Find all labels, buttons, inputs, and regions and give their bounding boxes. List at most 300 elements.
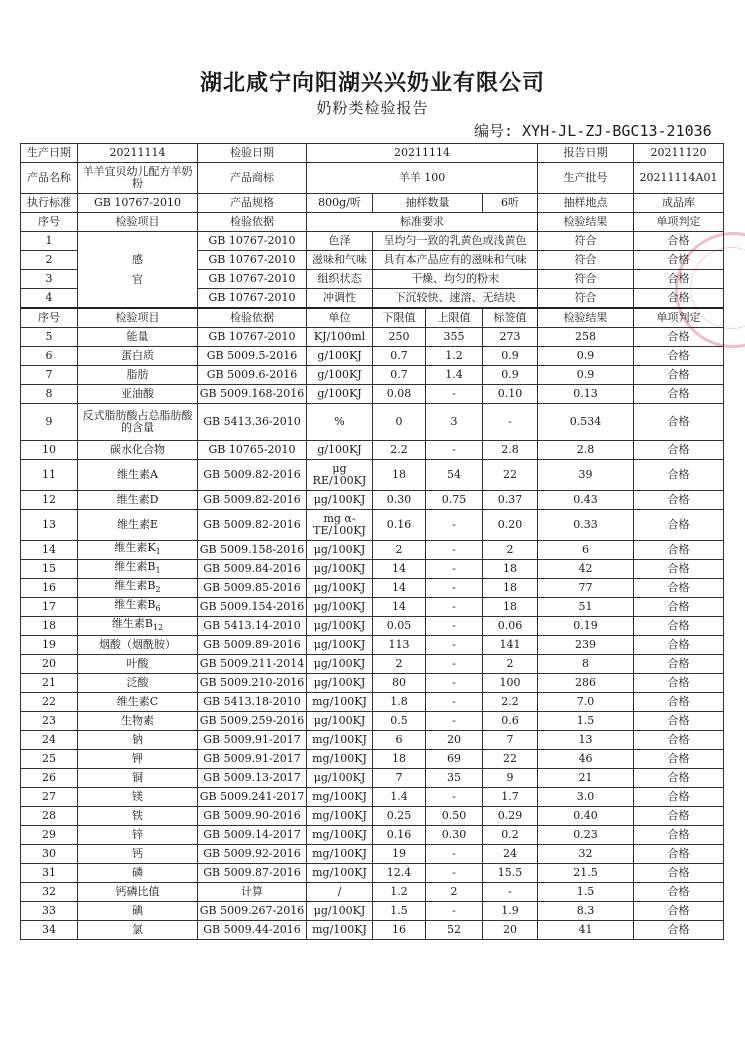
row-number: 21 — [21, 674, 78, 693]
verdict: 合格 — [634, 232, 724, 251]
test-basis: GB 5009.84-2016 — [198, 560, 307, 579]
unit: μg/100KJ — [307, 712, 373, 731]
nutrient-row — [21, 731, 724, 750]
label-value: 2 — [483, 655, 538, 674]
label-value: 18 — [483, 579, 538, 598]
test-item — [78, 560, 198, 579]
batch: 20211114A01 — [634, 163, 724, 194]
lower-limit: 0.08 — [373, 385, 426, 404]
test-result: 符合 — [538, 289, 634, 309]
row-number: 17 — [21, 598, 78, 617]
test-item — [78, 693, 198, 712]
lower-limit: 14 — [373, 560, 426, 579]
row-number: 25 — [21, 750, 78, 769]
inspection-date-label: 检验日期 — [198, 144, 307, 163]
upper-limit: - — [426, 693, 483, 712]
unit: μg/100KJ — [307, 491, 373, 510]
verdict: 合格 — [634, 598, 724, 617]
test-result: 41 — [538, 921, 634, 940]
test-item — [78, 347, 198, 366]
lower-limit: 2 — [373, 541, 426, 560]
nutrient-row — [21, 769, 724, 788]
test-result: 42 — [538, 560, 634, 579]
lower-limit: 0.30 — [373, 491, 426, 510]
requirement: 具有本产品应有的滋味和气味 — [373, 251, 538, 270]
verdict: 合格 — [634, 826, 724, 845]
test-result: 46 — [538, 750, 634, 769]
verdict: 合格 — [634, 560, 724, 579]
test-item-name: 钠 — [132, 733, 143, 746]
verdict: 合格 — [634, 251, 724, 270]
verdict: 合格 — [634, 541, 724, 560]
row-number: 1 — [21, 232, 78, 251]
row-number: 5 — [21, 328, 78, 347]
label-value: 0.20 — [483, 510, 538, 541]
verdict: 合格 — [634, 750, 724, 769]
test-item-name: 镁 — [132, 790, 143, 803]
test-item-name: 蛋白质 — [121, 349, 154, 362]
test-basis: GB 5009.6-2016 — [198, 366, 307, 385]
sensory-group-label — [78, 232, 198, 309]
verdict: 合格 — [634, 769, 724, 788]
nutrient-row — [21, 883, 724, 902]
test-item-name: 维生素K — [114, 540, 156, 554]
row-number: 3 — [21, 270, 78, 289]
unit: g/100KJ — [307, 441, 373, 460]
test-result: 0.40 — [538, 807, 634, 826]
test-item — [78, 883, 198, 902]
col-header-no: 序号 — [21, 213, 78, 232]
nutrient-row — [21, 807, 724, 826]
col-header-high: 上限值 — [426, 308, 483, 328]
nutrient-row — [21, 655, 724, 674]
unit: g/100KJ — [307, 385, 373, 404]
report-number: 编号: XYH-JL-ZJ-BGC13-21036 — [474, 122, 712, 140]
unit: / — [307, 883, 373, 902]
test-basis: GB 10767-2010 — [198, 289, 307, 309]
test-item-name: 碘 — [132, 904, 143, 917]
test-result: 13 — [538, 731, 634, 750]
label-value: 0.37 — [483, 491, 538, 510]
standard-label: 执行标准 — [21, 194, 78, 213]
test-result: 21.5 — [538, 864, 634, 883]
lower-limit: 0.25 — [373, 807, 426, 826]
spec: 800g/听 — [307, 194, 373, 213]
test-item-name: 能量 — [126, 330, 149, 343]
test-basis: GB 5009.87-2016 — [198, 864, 307, 883]
unit: mg/100KJ — [307, 864, 373, 883]
verdict: 合格 — [634, 845, 724, 864]
test-item — [78, 491, 198, 510]
row-number: 14 — [21, 541, 78, 560]
lower-limit: 14 — [373, 598, 426, 617]
spec-label: 产品规格 — [198, 194, 307, 213]
label-value: 0.9 — [483, 347, 538, 366]
col-header-verdict: 单项判定 — [634, 213, 724, 232]
nutrient-row — [21, 441, 724, 460]
nutrient-row — [21, 385, 724, 404]
row-number: 8 — [21, 385, 78, 404]
verdict: 合格 — [634, 902, 724, 921]
production-date: 20211114 — [78, 144, 198, 163]
test-basis: GB 5009.267-2016 — [198, 902, 307, 921]
label-value: 9 — [483, 769, 538, 788]
upper-limit: - — [426, 541, 483, 560]
upper-limit: - — [426, 712, 483, 731]
test-result: 6 — [538, 541, 634, 560]
upper-limit: - — [426, 385, 483, 404]
label-value: 0.29 — [483, 807, 538, 826]
test-basis: GB 10767-2010 — [198, 251, 307, 270]
brand-label: 产品商标 — [198, 163, 307, 194]
sensory-header-row — [21, 213, 724, 232]
nutrient-row — [21, 845, 724, 864]
nutrient-row — [21, 826, 724, 845]
test-item — [78, 807, 198, 826]
test-item-name: 磷 — [132, 866, 143, 879]
production-date-label: 生产日期 — [21, 144, 78, 163]
test-item-subscript: 12 — [152, 623, 164, 633]
test-item-name: 维生素B — [111, 616, 153, 630]
lower-limit: 1.8 — [373, 693, 426, 712]
upper-limit: 2 — [426, 883, 483, 902]
test-item — [78, 598, 198, 617]
report-type: 奶粉类检验报告 — [316, 99, 429, 117]
upper-limit: - — [426, 441, 483, 460]
col-header-label: 标签值 — [483, 308, 538, 328]
test-basis: 计算 — [198, 883, 307, 902]
row-number: 7 — [21, 366, 78, 385]
lower-limit: 16 — [373, 921, 426, 940]
test-result: 8.3 — [538, 902, 634, 921]
test-basis: GB 10765-2010 — [198, 441, 307, 460]
nutrient-row — [21, 491, 724, 510]
product-name-label: 产品名称 — [21, 163, 78, 194]
label-value: 0.6 — [483, 712, 538, 731]
test-basis: GB 5009.89-2016 — [198, 636, 307, 655]
verdict: 合格 — [634, 385, 724, 404]
row-number: 22 — [21, 693, 78, 712]
test-item-name: 碳水化合物 — [110, 443, 165, 456]
test-result: 1.5 — [538, 712, 634, 731]
info-row-1 — [21, 144, 724, 163]
requirement: 下沉较快、速溶、无结块 — [373, 289, 538, 309]
lower-limit: 113 — [373, 636, 426, 655]
col-header-basis: 检验依据 — [198, 308, 307, 328]
test-basis: GB 5413.36-2010 — [198, 404, 307, 441]
test-item-name: 生物素 — [121, 714, 154, 727]
label-value: 2 — [483, 541, 538, 560]
sensory-item: 冲调性 — [307, 289, 373, 309]
test-basis: GB 5009.211-2014 — [198, 655, 307, 674]
unit: μg/100KJ — [307, 617, 373, 636]
sensory-row — [21, 232, 724, 251]
label-value: 15.5 — [483, 864, 538, 883]
unit: μg/100KJ — [307, 598, 373, 617]
test-item-name: 维生素E — [116, 518, 159, 531]
unit: mg/100KJ — [307, 750, 373, 769]
test-basis: GB 5009.14-2017 — [198, 826, 307, 845]
verdict: 合格 — [634, 788, 724, 807]
col-header-item: 检验项目 — [78, 213, 198, 232]
sample-place: 成品库 — [634, 194, 724, 213]
test-basis: GB 5009.91-2017 — [198, 731, 307, 750]
test-basis: GB 5009.44-2016 — [198, 921, 307, 940]
test-basis: GB 5413.18-2010 — [198, 693, 307, 712]
test-basis: GB 10767-2010 — [198, 328, 307, 347]
label-value: 18 — [483, 598, 538, 617]
label-value: 0.06 — [483, 617, 538, 636]
verdict: 合格 — [634, 693, 724, 712]
label-value: 100 — [483, 674, 538, 693]
test-item-name: 维生素A — [117, 468, 158, 481]
label-value: 1.9 — [483, 902, 538, 921]
lower-limit: 0.05 — [373, 617, 426, 636]
test-item-name: 反式脂肪酸占总脂肪酸的含量 — [82, 409, 193, 434]
test-result: 2.8 — [538, 441, 634, 460]
label-value: 24 — [483, 845, 538, 864]
row-number: 27 — [21, 788, 78, 807]
upper-limit: - — [426, 655, 483, 674]
col-header-result: 检验结果 — [538, 213, 634, 232]
label-value: 20 — [483, 921, 538, 940]
lower-limit: 0.7 — [373, 366, 426, 385]
row-number: 30 — [21, 845, 78, 864]
upper-limit: - — [426, 617, 483, 636]
row-number: 19 — [21, 636, 78, 655]
company-title: 湖北咸宁向阳湖兴兴奶业有限公司 — [199, 70, 545, 96]
row-number: 2 — [21, 251, 78, 270]
label-value: 2.2 — [483, 693, 538, 712]
test-item-name: 维生素B — [114, 559, 156, 573]
upper-limit: 1.2 — [426, 347, 483, 366]
test-item-name: 叶酸 — [126, 657, 149, 670]
test-item-name: 钙 — [132, 847, 143, 860]
report-date-label: 报告日期 — [538, 144, 634, 163]
brand: 羊羊 100 — [307, 163, 538, 194]
lower-limit: 14 — [373, 579, 426, 598]
test-basis: GB 5009.210-2016 — [198, 674, 307, 693]
test-result: 0.9 — [538, 366, 634, 385]
test-result: 32 — [538, 845, 634, 864]
lower-limit: 2 — [373, 655, 426, 674]
upper-limit: 52 — [426, 921, 483, 940]
upper-limit: 1.4 — [426, 366, 483, 385]
upper-limit: - — [426, 845, 483, 864]
unit: g/100KJ — [307, 347, 373, 366]
test-result: 0.23 — [538, 826, 634, 845]
test-item-subscript: 2 — [155, 585, 161, 595]
test-result: 3.0 — [538, 788, 634, 807]
test-item — [78, 636, 198, 655]
row-number: 34 — [21, 921, 78, 940]
lower-limit: 1.4 — [373, 788, 426, 807]
upper-limit: - — [426, 598, 483, 617]
test-basis: GB 10767-2010 — [198, 232, 307, 251]
test-item-name: 铜 — [132, 771, 143, 784]
label-value: 18 — [483, 560, 538, 579]
test-basis: GB 5009.90-2016 — [198, 807, 307, 826]
row-number: 10 — [21, 441, 78, 460]
verdict: 合格 — [634, 441, 724, 460]
test-item — [78, 579, 198, 598]
batch-label: 生产批号 — [538, 163, 634, 194]
row-number: 12 — [21, 491, 78, 510]
standard: GB 10767-2010 — [78, 194, 198, 213]
lower-limit: 19 — [373, 845, 426, 864]
test-basis: GB 5413.14-2010 — [198, 617, 307, 636]
unit: μg/100KJ — [307, 579, 373, 598]
unit: μg/100KJ — [307, 560, 373, 579]
row-number: 26 — [21, 769, 78, 788]
lower-limit: 12.4 — [373, 864, 426, 883]
lower-limit: 0.16 — [373, 510, 426, 541]
nutrient-row — [21, 921, 724, 940]
col-header-no: 序号 — [21, 308, 78, 328]
label-value: 0.9 — [483, 366, 538, 385]
nutrient-row — [21, 366, 724, 385]
test-item — [78, 460, 198, 491]
upper-limit: 355 — [426, 328, 483, 347]
test-item — [78, 712, 198, 731]
verdict: 合格 — [634, 864, 724, 883]
test-result: 51 — [538, 598, 634, 617]
upper-limit: 20 — [426, 731, 483, 750]
row-number: 11 — [21, 460, 78, 491]
lower-limit: 6 — [373, 731, 426, 750]
test-basis: GB 5009.85-2016 — [198, 579, 307, 598]
lower-limit: 250 — [373, 328, 426, 347]
test-basis: GB 5009.259-2016 — [198, 712, 307, 731]
test-item-name: 钾 — [132, 752, 143, 765]
verdict: 合格 — [634, 617, 724, 636]
unit: μg/100KJ — [307, 902, 373, 921]
verdict: 合格 — [634, 347, 724, 366]
info-row-2 — [21, 163, 724, 194]
test-result: 0.19 — [538, 617, 634, 636]
test-item — [78, 921, 198, 940]
test-item-name: 脂肪 — [126, 368, 149, 381]
verdict: 合格 — [634, 366, 724, 385]
upper-limit: - — [426, 788, 483, 807]
test-item — [78, 902, 198, 921]
test-item-name: 氯 — [132, 923, 143, 936]
sensory-group-label-2: 官 — [132, 272, 143, 286]
row-number: 13 — [21, 510, 78, 541]
sample-qty: 6听 — [483, 194, 538, 213]
lower-limit: 18 — [373, 460, 426, 491]
test-item-subscript: 1 — [155, 566, 161, 576]
unit: mg/100KJ — [307, 921, 373, 940]
sensory-item: 滋味和气味 — [307, 251, 373, 270]
upper-limit: - — [426, 636, 483, 655]
test-result: 239 — [538, 636, 634, 655]
lower-limit: 18 — [373, 750, 426, 769]
test-result: 286 — [538, 674, 634, 693]
row-number: 15 — [21, 560, 78, 579]
test-item-subscript: 1 — [155, 547, 161, 557]
verdict: 合格 — [634, 655, 724, 674]
label-value: 0.10 — [483, 385, 538, 404]
label-value: - — [483, 404, 538, 441]
lower-limit: 0.5 — [373, 712, 426, 731]
test-result: 0.9 — [538, 347, 634, 366]
test-basis: GB 5009.241-2017 — [198, 788, 307, 807]
nutrient-row — [21, 750, 724, 769]
row-number: 31 — [21, 864, 78, 883]
nutrient-row — [21, 510, 724, 541]
unit: μg/100KJ — [307, 655, 373, 674]
test-item — [78, 731, 198, 750]
verdict: 合格 — [634, 807, 724, 826]
test-item — [78, 655, 198, 674]
col-header-basis: 检验依据 — [198, 213, 307, 232]
test-basis: GB 5009.5-2016 — [198, 347, 307, 366]
unit: mg α-TE/100KJ — [307, 510, 373, 541]
upper-limit: - — [426, 579, 483, 598]
unit: μg/100KJ — [307, 636, 373, 655]
test-result: 符合 — [538, 270, 634, 289]
test-result: 0.534 — [538, 404, 634, 441]
test-basis: GB 5009.82-2016 — [198, 460, 307, 491]
test-result: 21 — [538, 769, 634, 788]
test-item — [78, 864, 198, 883]
sample-place-label: 抽样地点 — [538, 194, 634, 213]
unit: μg RE/100KJ — [307, 460, 373, 491]
label-value: 273 — [483, 328, 538, 347]
upper-limit: - — [426, 510, 483, 541]
verdict: 合格 — [634, 883, 724, 902]
nutrient-row — [21, 674, 724, 693]
nutrient-row — [21, 617, 724, 636]
lower-limit: 80 — [373, 674, 426, 693]
col-header-item: 检验项目 — [78, 308, 198, 328]
test-item — [78, 328, 198, 347]
upper-limit: 3 — [426, 404, 483, 441]
label-value: 22 — [483, 460, 538, 491]
sensory-item: 色泽 — [307, 232, 373, 251]
nutrient-row — [21, 693, 724, 712]
test-basis: GB 5009.13-2017 — [198, 769, 307, 788]
test-basis: GB 5009.91-2017 — [198, 750, 307, 769]
test-basis: GB 5009.154-2016 — [198, 598, 307, 617]
unit: μg/100KJ — [307, 674, 373, 693]
test-item-name: 维生素B — [114, 578, 156, 592]
nutrient-row — [21, 328, 724, 347]
row-number: 9 — [21, 404, 78, 441]
col-header-unit: 单位 — [307, 308, 373, 328]
test-item-name: 锌 — [132, 828, 143, 841]
unit: mg/100KJ — [307, 693, 373, 712]
lower-limit: 0 — [373, 404, 426, 441]
unit: μg/100KJ — [307, 541, 373, 560]
unit: mg/100KJ — [307, 807, 373, 826]
row-number: 33 — [21, 902, 78, 921]
row-number: 28 — [21, 807, 78, 826]
label-value: 2.8 — [483, 441, 538, 460]
lower-limit: 2.2 — [373, 441, 426, 460]
requirement: 干燥、均匀的粉末 — [373, 270, 538, 289]
test-item-name: 维生素C — [116, 695, 159, 708]
test-item — [78, 541, 198, 560]
upper-limit: 0.50 — [426, 807, 483, 826]
test-item — [78, 769, 198, 788]
test-item — [78, 441, 198, 460]
unit: μg/100KJ — [307, 769, 373, 788]
test-item-name: 铁 — [132, 809, 143, 822]
test-result: 258 — [538, 328, 634, 347]
test-result: 0.43 — [538, 491, 634, 510]
